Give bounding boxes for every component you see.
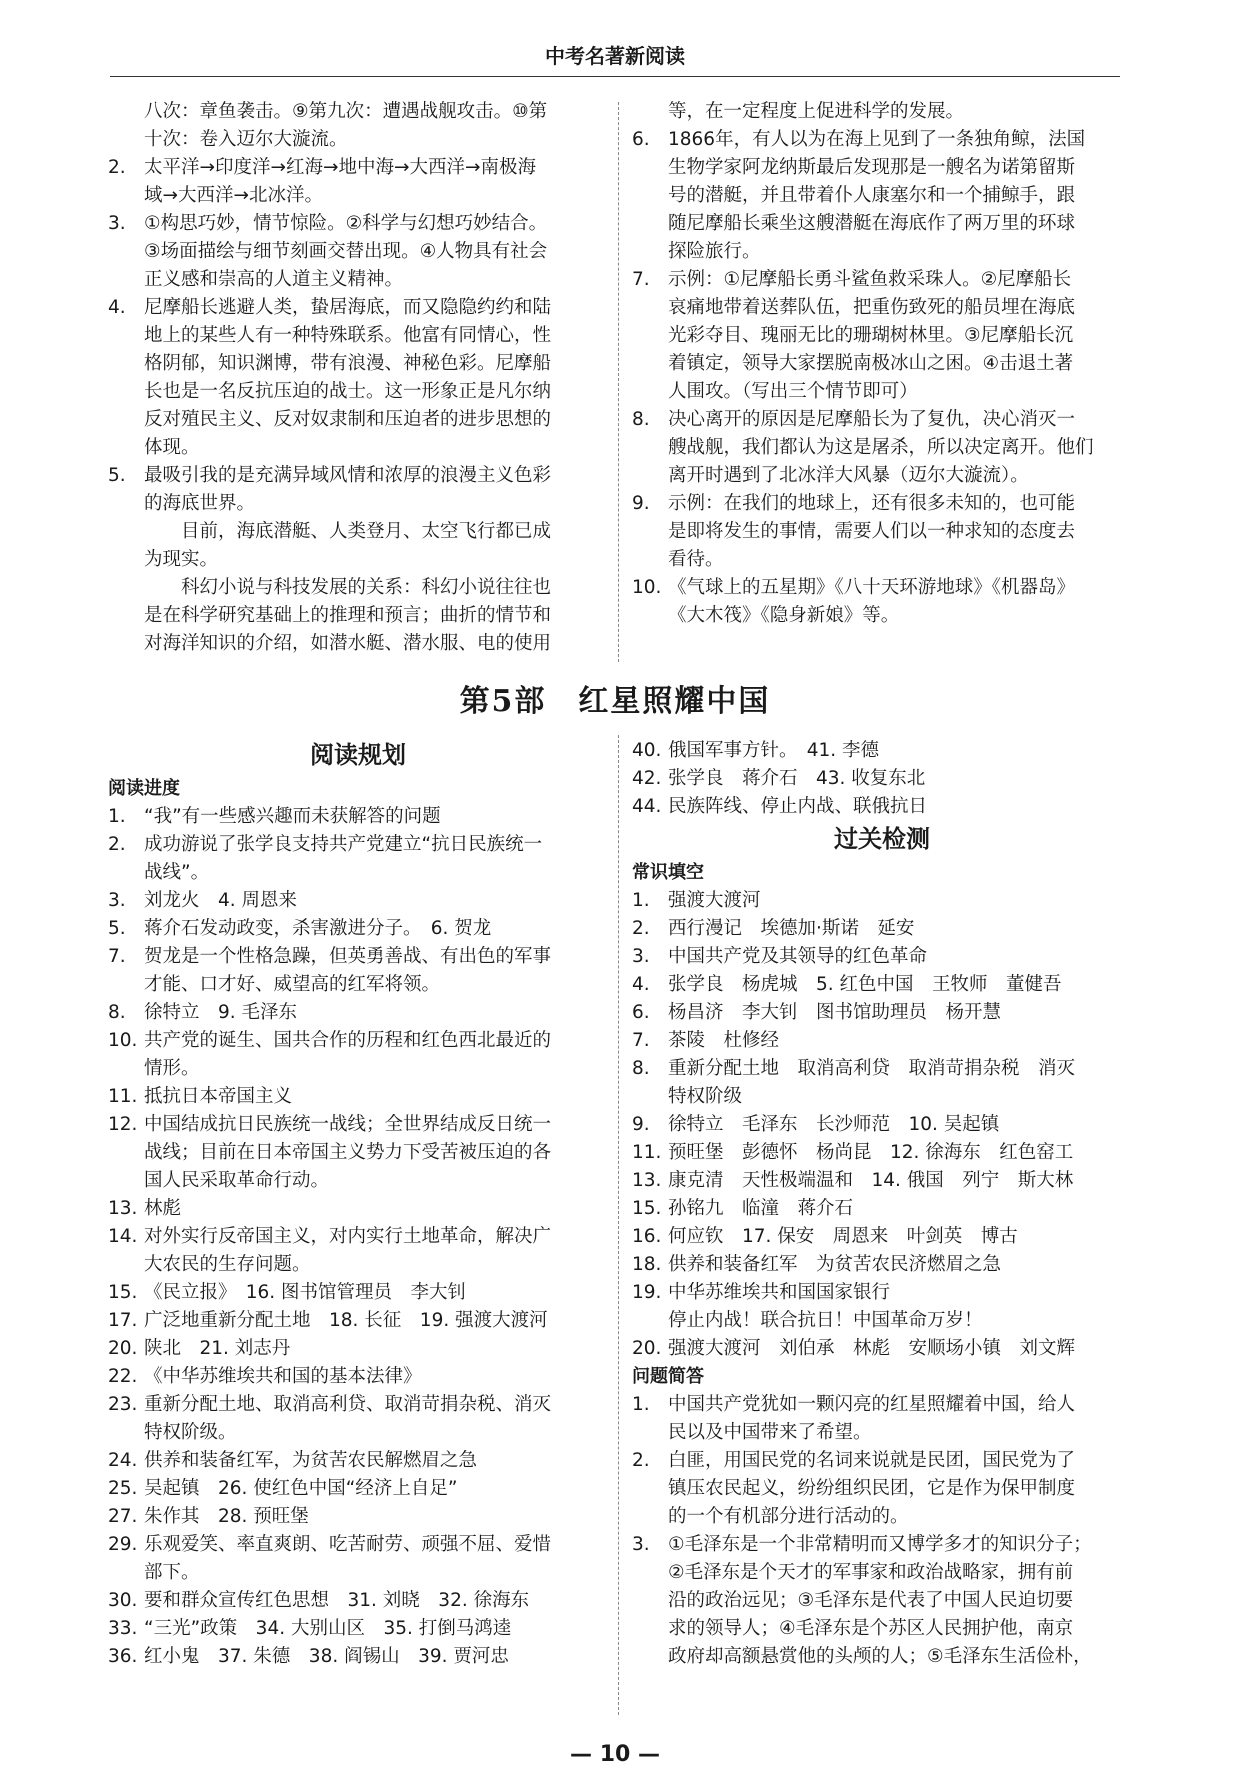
item-line: 最吸引我的是充满异域风情和浓厚的浪漫主义色彩 (144, 465, 552, 486)
list-item (632, 490, 1132, 574)
item-line: 正义感和崇高的人道主义精神。 (144, 269, 404, 290)
list-item (108, 1083, 608, 1111)
item-line: 地上的某些人有一种特殊联系。他富有同情心，性 (144, 325, 552, 346)
list-item (108, 294, 608, 462)
item-number: 17. (108, 1310, 138, 1331)
item-line: 沿的政治远见；③毛泽东是代表了中国人民迫切要 (668, 1590, 1074, 1611)
item-number: 19. (632, 1282, 662, 1303)
paragraph-line: 目前，海底潜艇、人类登月、太空飞行都已成 (181, 521, 552, 542)
item-number: 5. (108, 465, 126, 486)
item-number: 8. (108, 1002, 126, 1023)
item-number: 8. (632, 409, 650, 430)
reading-plan-title: 阅读规划 (310, 741, 406, 769)
list-item (632, 737, 1132, 765)
item-number: 11. (632, 1142, 662, 1163)
item-line: 探险旅行。 (668, 241, 761, 262)
item-line: 1866年，有人以为在海上见到了一条独角鲸，法国 (668, 129, 1086, 150)
fill-in-label: 常识填空 (632, 862, 704, 883)
list-item (108, 1615, 608, 1643)
item-line: 陕北 21. 刘志丹 (144, 1338, 291, 1359)
list-item (108, 1391, 608, 1447)
item-number: 4. (108, 297, 126, 318)
item-line: 张学良 蒋介石 43. 收复东北 (668, 768, 926, 789)
top-right-column (632, 98, 1132, 630)
item-line: 抵抗日本帝国主义 (144, 1086, 293, 1107)
continuation-line: 十次：卷入迈尔大漩流。 (144, 129, 348, 150)
list-item (632, 1027, 1132, 1055)
item-number: 2. (632, 918, 650, 939)
item-number: 7. (632, 269, 650, 290)
item-line: 民以及中国带来了希望。 (668, 1422, 872, 1443)
item-line: 号的潜艇，并且带着仆人康塞尔和一个捕鲸手，跟 (668, 185, 1076, 206)
page-number: — 10 — (570, 1742, 660, 1767)
list-item (632, 1335, 1132, 1363)
item-number: 14. (108, 1226, 138, 1247)
list-item (632, 406, 1132, 490)
item-line: 何应钦 17. 保安 周恩来 叶剑英 博古 (668, 1226, 1018, 1247)
item-line: 域→大西洋→北冰洋。 (144, 185, 324, 206)
paragraph-line: 为现实。 (144, 549, 219, 570)
list-item (632, 266, 1132, 406)
list-item (632, 1055, 1132, 1111)
item-line: 示例：①尼摩船长勇斗鲨鱼救采珠人。②尼摩船长 (668, 269, 1072, 290)
list-item (632, 915, 1132, 943)
item-line: “我”有一些感兴趣而未获解答的问题 (144, 806, 441, 827)
item-number: 5. (108, 918, 126, 939)
item-line: 西行漫记 埃德加·斯诺 延安 (668, 918, 915, 939)
item-line: 艘战舰，我们都认为这是屠杀，所以决定离开。他们 (668, 437, 1094, 458)
item-line: ①构思巧妙，情节惊险。②科学与幻想巧妙结合。 (144, 213, 548, 234)
item-number: 1. (108, 806, 126, 827)
running-header: 中考名著新阅读 (545, 44, 685, 68)
item-number: 6. (632, 1002, 650, 1023)
list-item (632, 1139, 1132, 1167)
list-item (632, 1111, 1132, 1139)
item-line: 红小鬼 37. 朱德 38. 阎锡山 39. 贾河忠 (144, 1646, 509, 1667)
item-line: 供养和装备红军，为贫苦农民解燃眉之急 (144, 1450, 478, 1471)
item-line: 要和群众宣传红色思想 31. 刘晓 32. 徐海东 (144, 1590, 530, 1611)
item-number: 3. (632, 1534, 650, 1555)
reading-plan-list (108, 803, 608, 1671)
reading-plan-column (108, 737, 608, 1671)
item-line: 刘龙火 4. 周恩来 (144, 890, 298, 911)
top-left-column (108, 98, 608, 658)
checkpoint-column (632, 737, 1132, 1671)
reading-progress-label: 阅读进度 (108, 778, 180, 799)
list-item (632, 1251, 1132, 1279)
item-number: 9. (632, 1114, 650, 1135)
item-number: 3. (108, 213, 126, 234)
item-line: 战线；目前在日本帝国主义势力下受苦被压迫的各 (144, 1142, 552, 1163)
continuation-line: 八次：章鱼袭击。⑨第九次：遭遇战舰攻击。⑩第 (144, 101, 548, 122)
item-line: 示例：在我们的地球上，还有很多未知的，也可能 (668, 493, 1076, 514)
item-number: 10. (632, 577, 662, 598)
item-line: 张学良 杨虎城 5. 红色中国 王牧师 董健吾 (668, 974, 1062, 995)
item-number: 13. (632, 1170, 662, 1191)
item-line: 广泛地重新分配土地 18. 长征 19. 强渡大渡河 (144, 1310, 548, 1331)
header-rule (110, 76, 1120, 77)
item-line: 白匪，用国民党的名词来说就是民团，国民党为了 (668, 1450, 1076, 1471)
list-item (108, 1279, 608, 1307)
list-item (632, 943, 1132, 971)
column-divider-bottom (618, 735, 619, 1715)
short-answer-label: 问题简答 (632, 1366, 704, 1387)
item-line: ③场面描绘与细节刻画交替出现。④人物具有社会 (144, 241, 548, 262)
list-item (632, 1223, 1132, 1251)
item-number: 16. (632, 1226, 662, 1247)
item-number: 22. (108, 1366, 138, 1387)
item-number: 9. (632, 493, 650, 514)
column-divider-top (618, 102, 619, 662)
item-number: 23. (108, 1394, 138, 1415)
item-line: 看待。 (668, 549, 724, 570)
list-item (108, 1195, 608, 1223)
item-line: 生物学家阿龙纳斯最后发现那是一艘名为诺第留斯 (668, 157, 1076, 178)
item-number: 29. (108, 1534, 138, 1555)
paragraph-line: 对海洋知识的介绍，如潜水艇、潜水服、电的使用 (144, 633, 552, 654)
item-line: 中国共产党及其领导的红色革命 (668, 946, 928, 967)
list-item (108, 1111, 608, 1195)
item-line: 重新分配土地 取消高利贷 取消苛捐杂税 消灭 (668, 1058, 1076, 1079)
item-number: 1. (632, 1394, 650, 1415)
item-line: 格阴郁，知识渊博，带有浪漫、神秘色彩。尼摩船 (144, 353, 552, 374)
item-line: 情形。 (144, 1058, 200, 1079)
item-number: 2. (108, 834, 126, 855)
list-item (108, 1335, 608, 1363)
list-item (108, 915, 608, 943)
paragraph-line: 科幻小说与科技发展的关系：科幻小说往往也 (181, 577, 552, 598)
item-line: 《气球上的五星期》《八十天环游地球》《机器岛》 (668, 577, 1076, 598)
item-line: 国人民采取革命行动。 (144, 1170, 330, 1191)
paragraph (108, 518, 608, 574)
item-number: 20. (108, 1338, 138, 1359)
item-line: 的海底世界。 (144, 493, 256, 514)
item-line: 《大木筏》《隐身新娘》等。 (668, 605, 900, 626)
item-line: 重新分配土地、取消高利贷、取消苛捐杂税、消灭 (144, 1394, 552, 1415)
list-item (632, 1279, 1132, 1335)
reading-plan-list-continued (632, 737, 1132, 821)
item-number: 27. (108, 1506, 138, 1527)
list-item (108, 887, 608, 915)
item-line: 蒋介石发动政变，杀害激进分子。 6. 贺龙 (144, 918, 492, 939)
list-item (632, 1391, 1132, 1447)
item-line: 林彪 (144, 1198, 182, 1219)
item-number: 12. (108, 1114, 138, 1135)
item-number: 13. (108, 1198, 138, 1219)
list-item (108, 1531, 608, 1587)
item-line: 大农民的生存问题。 (144, 1254, 311, 1275)
item-line: 《中华苏维埃共和国的基本法律》 (144, 1366, 422, 1387)
item-line: 中国结成抗日民族统一战线；全世界结成反日统一 (144, 1114, 552, 1135)
item-line: 随尼摩船长乘坐这艘潜艇在海底作了两万里的环球 (668, 213, 1076, 234)
item-number: 25. (108, 1478, 138, 1499)
short-answer-list (632, 1391, 1132, 1671)
item-line: 徐特立 毛泽东 长沙师范 10. 吴起镇 (668, 1114, 1000, 1135)
item-line: 是即将发生的事情，需要人们以一种求知的态度去 (668, 521, 1076, 542)
list-item (108, 999, 608, 1027)
item-line: 《民立报》 16. 图书馆管理员 李大钊 (144, 1282, 467, 1303)
item-number: 33. (108, 1618, 138, 1639)
item-number: 44. (632, 796, 662, 817)
list-item (632, 126, 1132, 266)
item-line: 俄国军事方针。 41. 李德 (668, 740, 880, 761)
item-number: 15. (632, 1198, 662, 1219)
item-number: 42. (632, 768, 662, 789)
list-item (108, 1363, 608, 1391)
item-line: 哀痛地带着送葬队伍，把重伤致死的船员埋在海底 (668, 297, 1076, 318)
item-line: 离开时遇到了北冰洋大风暴（迈尔大漩流）。 (668, 465, 1029, 486)
item-line: 吴起镇 26. 使红色中国“经济上自足” (144, 1478, 458, 1499)
section-title: 第5部 红星照耀中国 (459, 684, 771, 719)
list-item (632, 999, 1132, 1027)
item-number: 7. (632, 1030, 650, 1051)
list-item (632, 1167, 1132, 1195)
list-item (108, 1503, 608, 1531)
item-number: 18. (632, 1254, 662, 1275)
list-item (108, 1447, 608, 1475)
list-item (632, 1447, 1132, 1531)
list-item (108, 154, 608, 210)
item-line: 朱作其 28. 预旺堡 (144, 1506, 309, 1527)
list-item (108, 831, 608, 887)
item-number: 30. (108, 1590, 138, 1611)
list-item (632, 887, 1132, 915)
list-item (108, 1475, 608, 1503)
list-item (108, 1027, 608, 1083)
list-item (632, 1531, 1132, 1671)
item-line: 中国共产党犹如一颗闪亮的红星照耀着中国，给人 (668, 1394, 1076, 1415)
list-item (108, 462, 608, 518)
list-item (632, 1195, 1132, 1223)
item-number: 3. (632, 946, 650, 967)
list-item (108, 1307, 608, 1335)
item-line: 求的领导人；④毛泽东是个苏区人民拥护他，南京 (668, 1618, 1074, 1639)
item-line: “三光”政策 34. 大别山区 35. 打倒马鸿逵 (144, 1618, 512, 1639)
list-item (632, 793, 1132, 821)
item-line: 民族阵线、停止内战、联俄抗日 (668, 796, 928, 817)
item-number: 7. (108, 946, 126, 967)
item-number: 24. (108, 1450, 138, 1471)
item-line: 中华苏维埃共和国国家银行 (668, 1282, 891, 1303)
item-line: 供养和装备红军 为贫苦农民济燃眉之急 (668, 1254, 1002, 1275)
item-line: 杨昌济 李大钊 图书馆助理员 杨开慧 (668, 1002, 1002, 1023)
item-line: 孙铭九 临潼 蒋介石 (668, 1198, 854, 1219)
item-number: 2. (108, 157, 126, 178)
checkpoint-title: 过关检测 (834, 825, 930, 853)
item-line: 乐观爱笑、率直爽朗、吃苦耐劳、顽强不屈、爱惜 (144, 1534, 552, 1555)
list-item (632, 765, 1132, 793)
item-number: 10. (108, 1030, 138, 1051)
item-number: 40. (632, 740, 662, 761)
item-number: 11. (108, 1086, 138, 1107)
item-line: 政府却高额悬赏他的头颅的人；⑤毛泽东生活俭朴， (668, 1646, 1092, 1667)
continuation-line: 等，在一定程度上促进科学的发展。 (668, 101, 965, 122)
paragraph (108, 574, 608, 658)
list-item (108, 210, 608, 294)
item-line: 着镇定，领导大家摆脱南极冰山之困。④击退土著 (668, 353, 1074, 374)
item-line: 部下。 (144, 1562, 200, 1583)
item-number: 2. (632, 1450, 650, 1471)
item-line: 特权阶级。 (144, 1422, 237, 1443)
item-line: 尼摩船长逃避人类，蛰居海底，而又隐隐约约和陆 (144, 297, 552, 318)
item-line: 对外实行反帝国主义，对内实行土地革命，解决广 (144, 1226, 552, 1247)
list-item (108, 943, 608, 999)
item-number: 6. (632, 129, 650, 150)
item-line: 强渡大渡河 (668, 890, 761, 911)
item-line: 茶陵 杜修经 (668, 1030, 780, 1051)
item-number: 20. (632, 1338, 662, 1359)
item-line: 特权阶级 (668, 1086, 743, 1107)
item-line: ②毛泽东是个天才的军事家和政治战略家，拥有前 (668, 1562, 1074, 1583)
paragraph-line: 是在科学研究基础上的推理和预言；曲折的情节和 (144, 605, 552, 626)
list-item (632, 574, 1132, 630)
list-item (108, 803, 608, 831)
item-number: 4. (632, 974, 650, 995)
item-number: 15. (108, 1282, 138, 1303)
item-line: 战线”。 (144, 862, 210, 883)
list-item (108, 1223, 608, 1279)
item-number: 3. (108, 890, 126, 911)
item-number: 8. (632, 1058, 650, 1079)
item-line: 强渡大渡河 刘伯承 林彪 安顺场小镇 刘文辉 (668, 1338, 1076, 1359)
item-line: 人围攻。（写出三个情节即可） (668, 381, 918, 402)
item-line: 停止内战！联合抗日！中国革命万岁！ (668, 1310, 983, 1331)
item-line: 太平洋→印度洋→红海→地中海→大西洋→南极海 (144, 157, 537, 178)
item-line: 的一个有机部分进行活动的。 (668, 1506, 909, 1527)
item-line: 决心离开的原因是尼摩船长为了复仇，决心消灭一 (668, 409, 1076, 430)
item-line: 贺龙是一个性格急躁，但英勇善战、有出色的军事 (144, 946, 552, 967)
item-line: 才能、口才好、威望高的红军将领。 (144, 974, 441, 995)
item-line: 长也是一名反抗压迫的战士。这一形象正是凡尔纳 (144, 381, 552, 402)
list-item (108, 1587, 608, 1615)
item-number: 36. (108, 1646, 138, 1667)
item-line: 反对殖民主义、反对奴隶制和压迫者的进步思想的 (144, 409, 552, 430)
item-line: 成功游说了张学良支持共产党建立“抗日民族统一 (144, 834, 543, 855)
item-line: 共产党的诞生、国共合作的历程和红色西北最近的 (144, 1030, 552, 1051)
item-line: 康克清 天性极端温和 14. 俄国 列宁 斯大林 (668, 1170, 1074, 1191)
fill-in-list (632, 887, 1132, 1363)
item-line: 体现。 (144, 437, 200, 458)
item-line: 镇压农民起义，纷纷组织民团，它是作为保甲制度 (668, 1478, 1076, 1499)
item-line: 光彩夺目、瑰丽无比的珊瑚树林里。③尼摩船长沉 (668, 325, 1074, 346)
item-number: 1. (632, 890, 650, 911)
item-line: 徐特立 9. 毛泽东 (144, 1002, 298, 1023)
list-item (632, 971, 1132, 999)
list-item (108, 1643, 608, 1671)
item-line: ①毛泽东是一个非常精明而又博学多才的知识分子； (668, 1534, 1092, 1555)
item-line: 预旺堡 彭德怀 杨尚昆 12. 徐海东 红色窑工 (668, 1142, 1074, 1163)
